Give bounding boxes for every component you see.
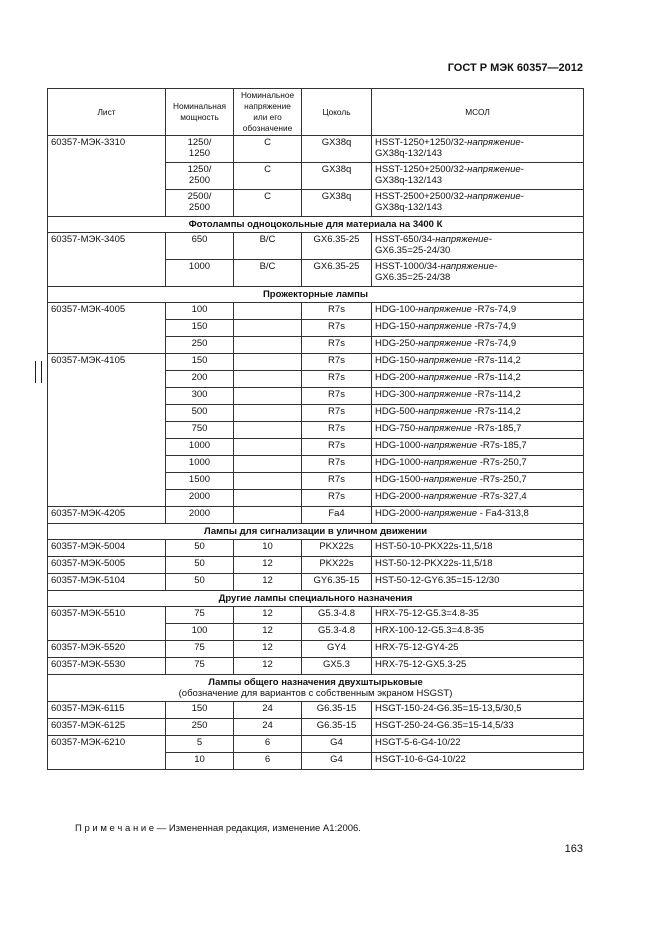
cell-msol	[372, 540, 584, 557]
cell-power: 75	[166, 607, 234, 624]
msol-suffix: -R7s-327,4	[477, 491, 527, 502]
msol-code: HSGT-5-6-G4-10/22	[375, 737, 461, 748]
msol-voltage-placeholder: напряжение	[418, 372, 472, 383]
cell-power: 50	[166, 574, 234, 591]
cell-msol	[372, 702, 584, 719]
cell-base: G4	[302, 753, 372, 770]
section-title-text: Фотолампы одноцокольные для материала на 3400 К	[188, 219, 443, 230]
section-title-text: Прожекторные лампы	[262, 289, 369, 300]
cell-power: 500	[166, 405, 234, 422]
cell-voltage	[234, 303, 302, 320]
cell-base: R7s	[302, 337, 372, 354]
cell-voltage	[234, 320, 302, 337]
table-header-row	[48, 89, 584, 136]
note: П р и м е ч а н и е — Измененная редакция, изменение А1:2006.	[75, 823, 361, 834]
msol-code: HRX-75-12-G5.3=4.8-35	[375, 608, 479, 619]
cell-msol	[372, 371, 584, 388]
cell-power: 1000	[166, 439, 234, 456]
cell-msol	[372, 753, 584, 770]
cell-base: R7s	[302, 439, 372, 456]
cell-power: 650	[166, 233, 234, 260]
cell-base: R7s	[302, 320, 372, 337]
cell-sheet: 60357-МЭК-5510	[48, 607, 166, 641]
section-row	[48, 287, 584, 303]
msol-code: HDG-200-	[375, 372, 419, 383]
table-row	[48, 233, 584, 260]
msol-voltage-placeholder: напряжение	[418, 389, 472, 400]
cell-base: PKX22s	[302, 557, 372, 574]
msol-code: HDG-1500-	[375, 474, 424, 485]
msol-suffix: - Fa4-313,8	[477, 508, 529, 519]
cell-base: G6.35-15	[302, 702, 372, 719]
cell-base: G5.3-4.8	[302, 624, 372, 641]
msol-suffix: -R7s-185,7	[471, 423, 522, 434]
cell-base: R7s	[302, 490, 372, 507]
cell-base: GX38q	[302, 136, 372, 163]
msol-code: HDG-150-	[375, 355, 419, 366]
cell-msol	[372, 607, 584, 624]
cell-voltage	[234, 405, 302, 422]
msol-suffix: -R7s-74,9	[471, 338, 517, 349]
msol-suffix: GX38q-132/143	[375, 148, 443, 159]
cell-msol	[372, 641, 584, 658]
cell-voltage: C	[234, 163, 302, 190]
table-row	[48, 658, 584, 675]
page-number: 163	[564, 843, 583, 855]
cell-voltage: 12	[234, 557, 302, 574]
cell-power: 1000	[166, 260, 234, 287]
cell-sheet: 60357-МЭК-4105	[48, 354, 166, 507]
msol-suffix: GX6.35=25-24/38	[375, 272, 451, 283]
msol-suffix: -R7s-74,9	[471, 304, 517, 315]
msol-code: HST-50-12-GY6.35=15-12/30	[375, 575, 500, 586]
col-header-power: Номинальная мощность	[166, 89, 234, 136]
section-title-text: Лампы для сигнализации в уличном движении	[203, 526, 428, 537]
cell-base: GY6.35-15	[302, 574, 372, 591]
cell-base: R7s	[302, 422, 372, 439]
cell-voltage: 12	[234, 574, 302, 591]
cell-power: 50	[166, 540, 234, 557]
cell-power: 150	[166, 354, 234, 371]
cell-voltage: C	[234, 136, 302, 163]
msol-voltage-placeholder: напряжение-	[467, 191, 524, 202]
msol-code: HSST-650/34-	[375, 234, 436, 245]
msol-code: HSGT-250-24-G6.35=15-14,5/33	[375, 720, 514, 731]
msol-code: HDG-150-	[375, 321, 419, 332]
msol-voltage-placeholder: напряжение-	[435, 234, 492, 245]
msol-suffix: -R7s-250,7	[477, 474, 527, 485]
cell-voltage	[234, 422, 302, 439]
msol-code: HSST-1000/34-	[375, 261, 441, 272]
cell-power: 2000	[166, 507, 234, 524]
col-header-base: Цоколь	[302, 89, 372, 136]
cell-voltage	[234, 388, 302, 405]
cell-voltage	[234, 354, 302, 371]
section-title	[48, 217, 584, 233]
msol-suffix: -R7s-185,7	[477, 440, 527, 451]
msol-voltage-placeholder: напряжение-	[440, 261, 498, 272]
cell-sheet: 60357-МЭК-6210	[48, 736, 166, 770]
cell-sheet: 60357-МЭК-5104	[48, 574, 166, 591]
cell-msol	[372, 337, 584, 354]
cell-voltage	[234, 456, 302, 473]
cell-msol	[372, 136, 584, 163]
msol-code: HRX-75-12-GX5.3-25	[375, 659, 467, 670]
cell-power: 200	[166, 371, 234, 388]
cell-msol	[372, 557, 584, 574]
cell-base: G4	[302, 736, 372, 753]
msol-suffix: -R7s-250,7	[477, 457, 527, 468]
msol-code: HSST-1250+1250/32-	[375, 137, 468, 148]
section-title	[48, 591, 584, 607]
msol-suffix: -R7s-114,2	[471, 389, 521, 400]
msol-voltage-placeholder: напряжение-	[467, 164, 524, 175]
cell-sheet: 60357-МЭК-6115	[48, 702, 166, 719]
cell-base: R7s	[302, 303, 372, 320]
table-row	[48, 736, 584, 753]
cell-voltage: 24	[234, 719, 302, 736]
cell-base: GX38q	[302, 190, 372, 217]
msol-code: HDG-1000-	[375, 440, 424, 451]
cell-msol	[372, 233, 584, 260]
msol-code: HRX-100-12-G5.3=4.8-35	[375, 625, 485, 636]
msol-code: HRX-75-12-GY4-25	[375, 642, 459, 653]
cell-voltage: 24	[234, 702, 302, 719]
cell-power: 750	[166, 422, 234, 439]
cell-base: R7s	[302, 405, 372, 422]
cell-msol	[372, 303, 584, 320]
msol-code: HDG-250-	[375, 338, 419, 349]
cell-voltage: 10	[234, 540, 302, 557]
cell-msol	[372, 736, 584, 753]
section-title	[48, 524, 584, 540]
section-subtitle: (обозначение для вариантов с собственным экраном HSGST)	[178, 688, 453, 699]
cell-sheet: 60357-МЭК-3310	[48, 136, 166, 217]
cell-power: 300	[166, 388, 234, 405]
cell-base: G5.3-4.8	[302, 607, 372, 624]
msol-suffix: -R7s-114,2	[471, 406, 521, 417]
cell-msol	[372, 574, 584, 591]
cell-sheet: 60357-МЭК-5005	[48, 557, 166, 574]
cell-power: 75	[166, 658, 234, 675]
msol-voltage-placeholder: напряжение	[423, 440, 478, 451]
cell-power: 150	[166, 702, 234, 719]
cell-base: GY4	[302, 641, 372, 658]
cell-base: Fa4	[302, 507, 372, 524]
msol-voltage-placeholder: напряжение-	[467, 137, 524, 148]
cell-power: 2000	[166, 490, 234, 507]
cell-power: 100	[166, 624, 234, 641]
section-row	[48, 217, 584, 233]
msol-suffix: GX38q-132/143	[375, 175, 443, 186]
msol-suffix: -R7s-114,2	[471, 372, 521, 383]
section-row	[48, 675, 584, 702]
cell-base: GX6.35-25	[302, 233, 372, 260]
cell-voltage: 6	[234, 753, 302, 770]
msol-voltage-placeholder: напряжение	[423, 474, 478, 485]
cell-sheet: 60357-МЭК-6125	[48, 719, 166, 736]
cell-sheet: 60357-МЭК-5004	[48, 540, 166, 557]
msol-code: HSST-1250+2500/32-	[375, 164, 468, 175]
col-header-sheet: Лист	[48, 89, 166, 136]
msol-voltage-placeholder: напряжение	[418, 406, 472, 417]
cell-sheet: 60357-МЭК-3405	[48, 233, 166, 287]
revision-margin-marker	[35, 361, 42, 383]
cell-msol	[372, 320, 584, 337]
table-row	[48, 507, 584, 524]
cell-power: 50	[166, 557, 234, 574]
msol-voltage-placeholder: напряжение	[423, 491, 478, 502]
msol-code: HST-50-12-PKX22s-11,5/18	[375, 558, 493, 569]
section-title-text: Другие лампы специального назначения	[218, 593, 413, 604]
section-row	[48, 524, 584, 540]
msol-code: HDG-2000-	[375, 508, 424, 519]
cell-msol	[372, 405, 584, 422]
cell-sheet: 60357-МЭК-5520	[48, 641, 166, 658]
col-header-voltage: Номинальное напряжение или его обозначение	[234, 89, 302, 136]
table-row	[48, 557, 584, 574]
cell-base: GX6.35-25	[302, 260, 372, 287]
cell-msol	[372, 163, 584, 190]
cell-power: 5	[166, 736, 234, 753]
cell-voltage: B/C	[234, 260, 302, 287]
msol-code: HSST-2500+2500/32-	[375, 191, 468, 202]
cell-sheet: 60357-МЭК-5530	[48, 658, 166, 675]
cell-power: 250	[166, 337, 234, 354]
section-title-text: Лампы общего назначения двухштырьковые	[208, 677, 423, 688]
msol-suffix: -R7s-74,9	[471, 321, 517, 332]
msol-code: HST-50-10-PKX22s-11,5/18	[375, 541, 493, 552]
table-row	[48, 540, 584, 557]
cell-voltage	[234, 371, 302, 388]
col-header-msol: МСОЛ	[372, 89, 584, 136]
cell-power: 10	[166, 753, 234, 770]
cell-msol	[372, 190, 584, 217]
section-title	[48, 287, 584, 303]
msol-voltage-placeholder: напряжение	[418, 338, 472, 349]
cell-msol	[372, 719, 584, 736]
table-row	[48, 719, 584, 736]
cell-voltage: 12	[234, 658, 302, 675]
cell-voltage	[234, 507, 302, 524]
cell-base: GX5.3	[302, 658, 372, 675]
cell-msol	[372, 507, 584, 524]
msol-voltage-placeholder: напряжение	[418, 355, 472, 366]
cell-power: 2500/ 2500	[166, 190, 234, 217]
msol-code: HDG-300-	[375, 389, 419, 400]
cell-base: PKX22s	[302, 540, 372, 557]
cell-base: GX38q	[302, 163, 372, 190]
cell-base: G6.35-15	[302, 719, 372, 736]
section-row	[48, 591, 584, 607]
msol-suffix: GX6.35=25-24/30	[375, 245, 451, 256]
cell-base: R7s	[302, 456, 372, 473]
msol-voltage-placeholder: напряжение	[423, 457, 478, 468]
cell-base: R7s	[302, 354, 372, 371]
msol-voltage-placeholder: напряжение	[418, 321, 472, 332]
cell-power: 75	[166, 641, 234, 658]
table-row	[48, 702, 584, 719]
cell-sheet: 60357-МЭК-4205	[48, 507, 166, 524]
table-row	[48, 354, 584, 371]
cell-power: 100	[166, 303, 234, 320]
cell-voltage: 12	[234, 607, 302, 624]
cell-base: R7s	[302, 371, 372, 388]
cell-voltage	[234, 490, 302, 507]
msol-code: HDG-1000-	[375, 457, 424, 468]
cell-sheet: 60357-МЭК-4005	[48, 303, 166, 354]
cell-msol	[372, 388, 584, 405]
msol-code: HSGT-150-24-G6.35=15-13,5/30,5	[375, 703, 522, 714]
cell-msol	[372, 354, 584, 371]
cell-msol	[372, 624, 584, 641]
msol-voltage-placeholder: напряжение	[423, 508, 478, 519]
msol-code: HDG-750-	[375, 423, 419, 434]
lamp-table	[47, 88, 584, 770]
cell-voltage: B/C	[234, 233, 302, 260]
cell-msol	[372, 658, 584, 675]
table-row	[48, 303, 584, 320]
cell-msol	[372, 422, 584, 439]
cell-voltage: 12	[234, 641, 302, 658]
cell-msol	[372, 473, 584, 490]
msol-code: HDG-500-	[375, 406, 419, 417]
cell-msol	[372, 439, 584, 456]
msol-code: HDG-100-	[375, 304, 419, 315]
cell-base: R7s	[302, 473, 372, 490]
cell-voltage	[234, 439, 302, 456]
cell-msol	[372, 456, 584, 473]
table-row	[48, 607, 584, 624]
cell-power: 1000	[166, 456, 234, 473]
cell-voltage: C	[234, 190, 302, 217]
msol-code: HSGT-10-6-G4-10/22	[375, 754, 466, 765]
cell-power: 1250/ 2500	[166, 163, 234, 190]
cell-voltage: 6	[234, 736, 302, 753]
cell-voltage: 12	[234, 624, 302, 641]
msol-code: HDG-2000-	[375, 491, 424, 502]
msol-suffix: GX38q-132/143	[375, 202, 443, 213]
msol-voltage-placeholder: напряжение	[418, 304, 472, 315]
cell-msol	[372, 490, 584, 507]
msol-suffix: -R7s-114,2	[471, 355, 521, 366]
cell-power: 1500	[166, 473, 234, 490]
table-row	[48, 641, 584, 658]
cell-power: 1250/ 1250	[166, 136, 234, 163]
cell-power: 150	[166, 320, 234, 337]
cell-msol	[372, 260, 584, 287]
table-row	[48, 136, 584, 163]
cell-base: R7s	[302, 388, 372, 405]
cell-power: 250	[166, 719, 234, 736]
standard-header: ГОСТ Р МЭК 60357—2012	[447, 62, 583, 74]
section-title	[48, 675, 584, 702]
cell-voltage	[234, 473, 302, 490]
msol-voltage-placeholder: напряжение	[418, 423, 472, 434]
cell-voltage	[234, 337, 302, 354]
table-row	[48, 574, 584, 591]
